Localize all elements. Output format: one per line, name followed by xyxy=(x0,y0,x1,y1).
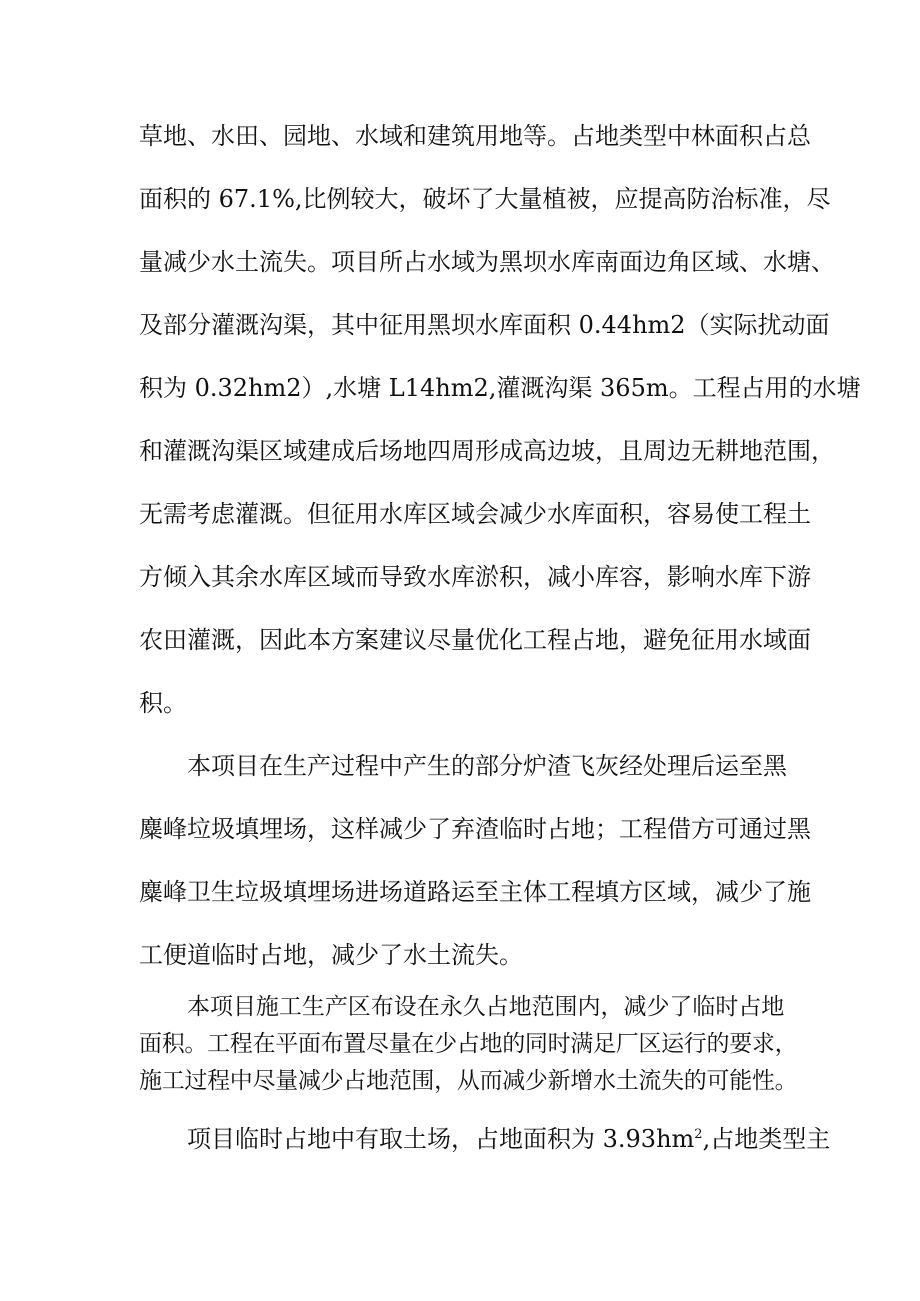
text-line: 和灌溉沟渠区域建成后场地四周形成高边坡，且周边无耕地范围， xyxy=(139,437,835,465)
text-line: 麋峰垃圾填埋场，这样减少了弃渣临时占地；工程借方可通过黑 xyxy=(139,815,811,843)
text-line: 草地、水田、园地、水域和建筑用地等。占地类型中林面积占总 xyxy=(139,122,811,150)
text-segment: ,占地类型主 xyxy=(702,1125,831,1153)
text-line: 积为 0.32hm2）,水塘 L14hm2,灌溉沟渠 365m。工程占用的水塘 xyxy=(139,374,861,402)
text-line: 积。 xyxy=(139,689,187,717)
text-line: 面积的 67.1%,比例较大，破坏了大量植被，应提高防治标准，尽 xyxy=(139,185,831,213)
text-line: 施工过程中尽量减少占地范围，从而减少新增水土流失的可能性。 xyxy=(139,1068,798,1094)
text-line: 及部分灌溉沟渠，其中征用黑坝水库面积 0.44hm2（实际扰动面 xyxy=(139,311,830,339)
text-line: 农田灌溉，因此本方案建议尽量优化工程占地，避免征用水域面 xyxy=(139,626,811,654)
text-segment: 项目临时占地中有取土场，占地面积为 3.93hm xyxy=(187,1125,695,1153)
text-line: 量减少水土流失。项目所占水域为黑坝水库南面边角区域、水塘、 xyxy=(139,248,835,276)
text-line: 本项目在生产过程中产生的部分炉渣飞灰经处理后运至黑 xyxy=(187,752,787,780)
text-line: 本项目施工生产区布设在永久占地范围内，减少了临时占地 xyxy=(187,994,784,1020)
text-line xyxy=(187,1124,831,1154)
text-line: 麋峰卫生垃圾填埋场进场道路运至主体工程填方区域，减少了施 xyxy=(139,878,811,906)
text-line: 无需考虑灌溉。但征用水库区域会减少水库面积，容易使工程土 xyxy=(139,500,811,528)
superscript: 2 xyxy=(694,1127,703,1142)
text-line: 工便道临时占地，减少了水土流失。 xyxy=(139,941,523,969)
text-line: 面积。工程在平面布置尽量在少占地的同时满足厂区运行的要求， xyxy=(139,1031,798,1057)
text-line: 方倾入其余水库区域而导致水库淤积，减小库容，影响水库下游 xyxy=(139,563,811,591)
